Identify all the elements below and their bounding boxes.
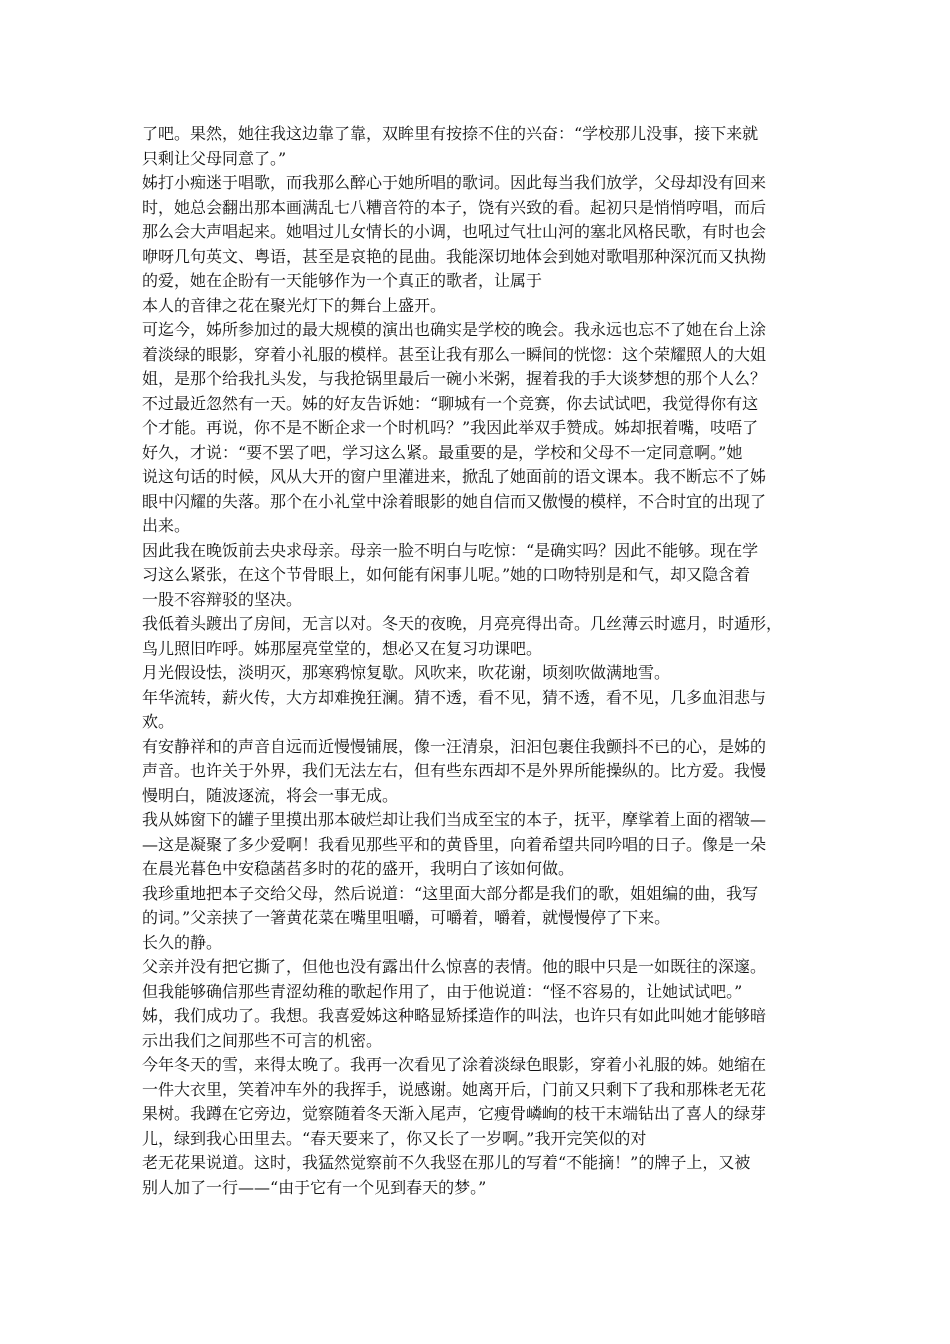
text-line: 了吧。果然，她往我这边靠了靠，双眸里有按捺不住的兴奋：“学校那儿没事，接下来就 xyxy=(142,124,759,143)
text-line: 果树。我蹲在它旁边，觉察随着冬天渐入尾声，它瘦骨嶙峋的枝干末端钻出了喜人的绿芽 xyxy=(142,1104,767,1123)
text-line: 出来。 xyxy=(142,516,191,535)
text-line: 本人的音律之花在聚光灯下的舞台上盛开。 xyxy=(142,295,447,315)
text-line: 在晨光暮色中安稳菡萏多时的花的盛开，我明白了该如何做。 xyxy=(142,859,575,878)
text-line: 慢明白，随波逐流，将会一事无成。 xyxy=(142,785,399,805)
text-line: 个才能。再说，你不是不断企求一个时机吗？”我因此举双手赞成。姊却抿着嘴，吱唔了 xyxy=(142,418,759,437)
text-line: 我从姊窗下的罐子里摸出那本破烂却让我们当成至宝的本子，抚平，摩挲着上面的褶皱— xyxy=(142,810,767,829)
text-line: —这是凝聚了多少爱啊！我看见那些平和的黄昏里，向着希望共同吟唱的日子。像是一朵 xyxy=(142,834,767,854)
text-line: 姊，我们成功了。我想。我喜爱姊这种略显矫揉造作的叫法，也许只有如此叫她才能够暗 xyxy=(142,1006,767,1025)
text-line: 眼中闪耀的失落。那个在小礼堂中涂着眼影的她自信而又傲慢的模样，不合时宜的出现了 xyxy=(142,491,767,511)
text-line: 姐，是那个给我扎头发，与我抢锅里最后一碗小米粥，握着我的手大谈梦想的那个人么？ xyxy=(142,369,767,388)
text-line: 着淡绿的眼影，穿着小礼服的模样。甚至让我有那么一瞬间的恍惚：这个荣耀照人的大姐 xyxy=(142,344,767,364)
text-line: 儿，绿到我心田里去。“春天要来了，你又长了一岁啊。”我开完笑似的对 xyxy=(142,1128,647,1148)
text-line: 习这么紧张，在这个节骨眼上，如何能有闲事儿呢。”她的口吻特别是和气，却又隐含着 xyxy=(142,565,751,584)
text-line: 我珍重地把本子交给父母，然后说道：“这里面大部分都是我们的歌，姐姐编的曲，我写 xyxy=(142,883,759,903)
text-line: 只剩让父母同意了。” xyxy=(142,148,287,168)
text-line: 长久的静。 xyxy=(142,932,223,952)
document-page xyxy=(142,122,818,1200)
text-line: 年华流转，薪火传，大方却难挽狂澜。猜不透，看不见，猜不透，看不见，几多血泪悲与 xyxy=(142,687,767,707)
text-line: 的词。”父亲挟了一箸黄花菜在嘴里咀嚼，可嚼着，嚼着，就慢慢停了下来。 xyxy=(142,908,671,927)
text-line: 时，她总会翻出那本画满乱七八糟音符的本子，饶有兴致的看。起初只是悄悄哼唱，而后 xyxy=(142,197,767,217)
text-line: 姊打小痴迷于唱歌，而我那么醉心于她所唱的歌词。因此每当我们放学，父母却没有回来 xyxy=(142,173,767,192)
text-line: 但我能够确信那些青涩幼稚的歌起作用了，由于他说道：“怪不容易的，让她试试吧。” xyxy=(142,981,743,1001)
text-line: 老无花果说道。这时，我猛然觉察前不久我竖在那儿的写着“不能摘！”的牌子上，又被 xyxy=(142,1153,751,1172)
text-line: 别人加了一行——“由于它有一个见到春天的梦。” xyxy=(142,1177,487,1197)
text-line: 一件大衣里，笑着冲车外的我挥手，说感谢。她离开后，门前又只剩下了我和那株老无花 xyxy=(142,1079,767,1099)
text-line: 父亲并没有把它撕了，但他也没有露出什么惊喜的表情。他的眼中只是一如既往的深邃。 xyxy=(142,957,767,976)
text-line: 声音。也许关于外界，我们无法左右，但有些东西却不是外界所能操纵的。比方爱。我慢 xyxy=(142,761,767,780)
text-line: 欢。 xyxy=(142,712,175,731)
text-line: 可迄今，姊所参加过的最大规模的演出也确实是学校的晚会。我永远也忘不了她在台上涂 xyxy=(142,320,767,339)
text-line: 一股不容辩驳的坚决。 xyxy=(142,589,303,609)
text-line: 说这句话的时候，风从大开的窗户里灌进来，掀乱了她面前的语文课本。我不断忘不了姊 xyxy=(142,467,767,486)
text-line: 今年冬天的雪，来得太晚了。我再一次看见了涂着淡绿色眼影，穿着小礼服的姊。她缩在 xyxy=(142,1055,767,1074)
text-line: 有安静祥和的声音自远而近慢慢铺展，像一汪清泉，汩汩包裹住我颤抖不已的心，是姊的 xyxy=(142,736,767,756)
text-line: 我低着头踱出了房间，无言以对。冬天的夜晚，月亮亮得出奇。几丝薄云时遮月，时遁形， xyxy=(142,614,783,633)
text-line: 咿呀几句英文、粤语，甚至是哀艳的昆曲。我能深切地体会到她对歌唱那种深沉而又执拗 xyxy=(142,246,767,266)
text-line: 因此我在晚饭前去央求母亲。母亲一脸不明白与吃惊：“是确实吗？因此不能够。现在学 xyxy=(142,540,759,560)
text-line: 好久，才说：“要不罢了吧，学习这么紧。最重要的是，学校和父母不一定同意啊。”她 xyxy=(142,442,743,462)
text-line: 示出我们之间那些不可言的机密。 xyxy=(142,1030,383,1050)
text-line: 鸟儿照旧咋呼。姊那屋亮堂堂的，想必又在复习功课吧。 xyxy=(142,638,543,658)
text-line: 不过最近忽然有一天。姊的好友告诉她：“聊城有一个竞赛，你去试试吧，我觉得你有这 xyxy=(142,393,759,413)
text-line: 的爱，她在企盼有一天能够作为一个真正的歌者，让属于 xyxy=(142,271,543,290)
text-line: 那么会大声唱起来。她唱过儿女情长的小调，也吼过气壮山河的塞北风格民歌，有时也会 xyxy=(142,222,767,241)
text-line: 月光假设怯，淡明灭，那寒鸦惊复歇。风吹来，吹花谢，顷刻吹做满地雪。 xyxy=(142,663,671,682)
